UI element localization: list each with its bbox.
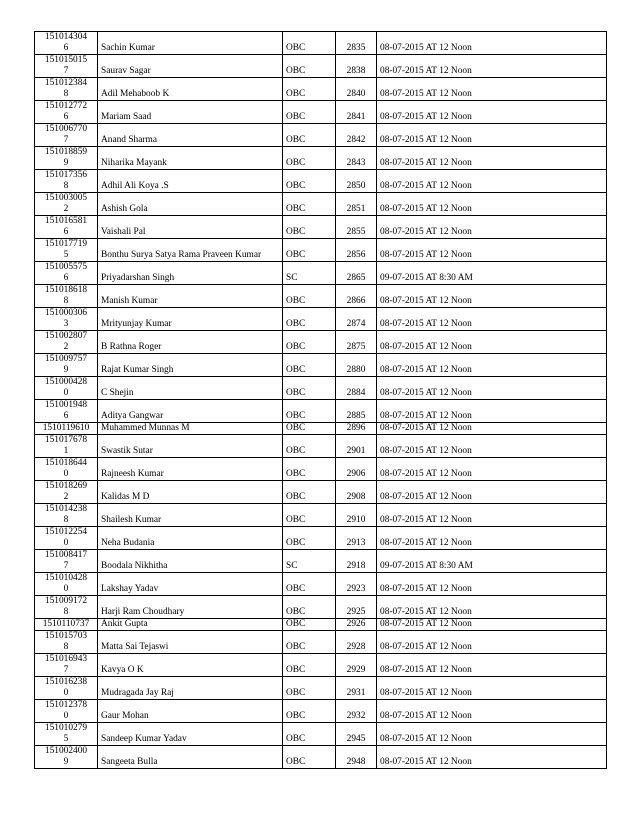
candidate-name-cell: Kavya O K: [98, 654, 283, 677]
roll-number-part: 151003005: [44, 193, 88, 203]
table-row: [35, 262, 607, 285]
roll-number-cell: [35, 423, 98, 435]
roll-number-part: 151014304: [44, 32, 88, 42]
rank-cell: 2884: [336, 377, 377, 400]
reporting-schedule-cell: 08-07-2015 AT 12 Noon: [377, 354, 607, 377]
roll-number-cell: [35, 354, 98, 377]
rank-cell: 2931: [336, 677, 377, 700]
table-row: [35, 654, 607, 677]
roll-number-part: 151017356: [44, 170, 88, 180]
reporting-schedule-cell: 08-07-2015 AT 12 Noon: [377, 55, 607, 78]
reporting-schedule-cell: 09-07-2015 AT 8:30 AM: [377, 262, 607, 285]
reporting-schedule-cell: 08-07-2015 AT 12 Noon: [377, 746, 607, 769]
reporting-schedule-cell: 08-07-2015 AT 12 Noon: [377, 435, 607, 458]
reporting-schedule-cell: 08-07-2015 AT 12 Noon: [377, 101, 607, 124]
category-cell: OBC: [283, 354, 336, 377]
roll-number-part: 7: [63, 135, 69, 145]
table-row: [35, 354, 607, 377]
category-cell: OBC: [283, 423, 336, 435]
table-row: [35, 147, 607, 170]
roll-number-part: 8: [63, 89, 69, 99]
candidate-name-cell: Adil Mehaboob K: [98, 78, 283, 101]
table-row: [35, 677, 607, 700]
roll-number-cell: [35, 481, 98, 504]
reporting-schedule-cell: 08-07-2015 AT 12 Noon: [377, 631, 607, 654]
candidate-name-cell: Priyadarshan Singh: [98, 262, 283, 285]
roll-number-part: 151008417: [44, 550, 88, 560]
roll-number-part: 1510110737: [42, 619, 90, 629]
rank-cell: 2843: [336, 147, 377, 170]
reporting-schedule-cell: 08-07-2015 AT 12 Noon: [377, 400, 607, 423]
candidate-name-cell: Kalidas M D: [98, 481, 283, 504]
rank-cell: 2923: [336, 573, 377, 596]
category-cell: OBC: [283, 746, 336, 769]
roll-number-part: 0: [63, 688, 69, 698]
candidate-name-cell: Matta Sai Tejaswi: [98, 631, 283, 654]
reporting-schedule-cell: 08-07-2015 AT 12 Noon: [377, 700, 607, 723]
category-cell: OBC: [283, 596, 336, 619]
reporting-schedule-cell: 08-07-2015 AT 12 Noon: [377, 331, 607, 354]
roll-number-cell: [35, 124, 98, 147]
roll-number-part: 151012772: [44, 101, 88, 111]
roll-number-cell: [35, 147, 98, 170]
candidate-name-cell: Rajat Kumar Singh: [98, 354, 283, 377]
roll-number-part: 7: [63, 66, 69, 76]
roll-number-part: 151016943: [44, 654, 88, 664]
table-row: [35, 239, 607, 262]
table-row: [35, 170, 607, 193]
table-row: [35, 193, 607, 216]
table-row: [35, 285, 607, 308]
table-row: [35, 101, 607, 124]
roll-number-cell: [35, 32, 98, 55]
category-cell: OBC: [283, 239, 336, 262]
roll-number-cell: [35, 400, 98, 423]
rank-cell: 2840: [336, 78, 377, 101]
roll-number-cell: [35, 55, 98, 78]
rank-cell: 2896: [336, 423, 377, 435]
roll-number-cell: [35, 677, 98, 700]
roll-number-cell: [35, 619, 98, 631]
rank-cell: 2856: [336, 239, 377, 262]
candidate-name-cell: Bonthu Surya Satya Rama Praveen Kumar: [98, 239, 283, 262]
table-row: [35, 723, 607, 746]
rank-cell: 2906: [336, 458, 377, 481]
candidate-name-cell: Ashish Gola: [98, 193, 283, 216]
roll-number-part: 151010428: [44, 573, 88, 583]
category-cell: OBC: [283, 458, 336, 481]
category-cell: OBC: [283, 723, 336, 746]
roll-number-cell: [35, 78, 98, 101]
category-cell: OBC: [283, 619, 336, 631]
rank-cell: 2874: [336, 308, 377, 331]
roll-number-part: 6: [63, 411, 69, 421]
roll-number-cell: [35, 377, 98, 400]
table-row: [35, 435, 607, 458]
reporting-schedule-cell: 08-07-2015 AT 12 Noon: [377, 573, 607, 596]
roll-number-cell: [35, 527, 98, 550]
table-row: [35, 573, 607, 596]
roll-number-cell: [35, 239, 98, 262]
roll-number-cell: [35, 331, 98, 354]
candidate-name-cell: Manish Kumar: [98, 285, 283, 308]
roll-number-cell: [35, 216, 98, 239]
table-row: [35, 308, 607, 331]
category-cell: OBC: [283, 504, 336, 527]
roll-number-part: 151015015: [44, 55, 88, 65]
roll-number-part: 2: [63, 342, 69, 352]
roll-number-part: 151005575: [44, 262, 88, 272]
category-cell: OBC: [283, 631, 336, 654]
roll-number-part: 1510119610: [42, 423, 90, 433]
roll-number-cell: [35, 193, 98, 216]
rank-cell: 2875: [336, 331, 377, 354]
table-row: [35, 619, 607, 631]
category-cell: OBC: [283, 527, 336, 550]
roll-number-part: 151018269: [44, 481, 88, 491]
candidate-name-cell: Gaur Mohan: [98, 700, 283, 723]
candidate-name-cell: Adhil Ali Koya .S: [98, 170, 283, 193]
rank-cell: 2855: [336, 216, 377, 239]
roll-number-part: 8: [63, 296, 69, 306]
candidate-name-cell: B Rathna Roger: [98, 331, 283, 354]
candidate-name-cell: Sandeep Kumar Yadav: [98, 723, 283, 746]
rank-cell: 2928: [336, 631, 377, 654]
rank-cell: 2908: [336, 481, 377, 504]
table-row: [35, 550, 607, 573]
rank-cell: 2932: [336, 700, 377, 723]
category-cell: OBC: [283, 400, 336, 423]
reporting-schedule-cell: 08-07-2015 AT 12 Noon: [377, 239, 607, 262]
roll-number-part: 151000306: [44, 308, 88, 318]
roll-number-part: 151018859: [44, 147, 88, 157]
candidate-name-cell: Muhammed Munnas M: [98, 423, 283, 435]
reporting-schedule-cell: 08-07-2015 AT 12 Noon: [377, 124, 607, 147]
roll-number-part: 7: [63, 561, 69, 571]
category-cell: OBC: [283, 308, 336, 331]
candidate-name-cell: Mudragada Jay Raj: [98, 677, 283, 700]
rank-cell: 2866: [336, 285, 377, 308]
roll-number-part: 151014238: [44, 504, 88, 514]
rank-cell: 2851: [336, 193, 377, 216]
candidate-name-cell: Aditya Gangwar: [98, 400, 283, 423]
roll-number-cell: [35, 746, 98, 769]
table-row: [35, 423, 607, 435]
roll-number-part: 0: [63, 388, 69, 398]
candidate-name-cell: Mariam Saad: [98, 101, 283, 124]
candidate-list-page: [34, 31, 606, 769]
rank-cell: 2880: [336, 354, 377, 377]
category-cell: OBC: [283, 55, 336, 78]
category-cell: SC: [283, 550, 336, 573]
category-cell: OBC: [283, 193, 336, 216]
roll-number-part: 0: [63, 584, 69, 594]
rank-cell: 2865: [336, 262, 377, 285]
roll-number-part: 0: [63, 711, 69, 721]
table-row: [35, 481, 607, 504]
candidate-table: [34, 31, 607, 769]
roll-number-part: 0: [63, 538, 69, 548]
rank-cell: 2838: [336, 55, 377, 78]
category-cell: OBC: [283, 331, 336, 354]
reporting-schedule-cell: 08-07-2015 AT 12 Noon: [377, 527, 607, 550]
roll-number-cell: [35, 631, 98, 654]
roll-number-part: 151016581: [44, 216, 88, 226]
reporting-schedule-cell: 08-07-2015 AT 12 Noon: [377, 308, 607, 331]
category-cell: OBC: [283, 481, 336, 504]
category-cell: SC: [283, 262, 336, 285]
rank-cell: 2918: [336, 550, 377, 573]
roll-number-cell: [35, 101, 98, 124]
category-cell: OBC: [283, 32, 336, 55]
roll-number-cell: [35, 262, 98, 285]
candidate-name-cell: Ankit Gupta: [98, 619, 283, 631]
roll-number-cell: [35, 170, 98, 193]
reporting-schedule-cell: 08-07-2015 AT 12 Noon: [377, 423, 607, 435]
roll-number-part: 151012378: [44, 700, 88, 710]
candidate-name-cell: Sachin Kumar: [98, 32, 283, 55]
reporting-schedule-cell: 08-07-2015 AT 12 Noon: [377, 193, 607, 216]
roll-number-cell: [35, 723, 98, 746]
table-row: [35, 78, 607, 101]
category-cell: OBC: [283, 677, 336, 700]
table-row: [35, 377, 607, 400]
roll-number-part: 9: [63, 158, 69, 168]
candidate-name-cell: C Shejin: [98, 377, 283, 400]
category-cell: OBC: [283, 147, 336, 170]
reporting-schedule-cell: 08-07-2015 AT 12 Noon: [377, 458, 607, 481]
candidate-name-cell: Boodala Nikhitha: [98, 550, 283, 573]
roll-number-cell: [35, 285, 98, 308]
candidate-name-cell: Vaishali Pal: [98, 216, 283, 239]
rank-cell: 2835: [336, 32, 377, 55]
candidate-name-cell: Rajneesh Kumar: [98, 458, 283, 481]
roll-number-part: 151001948: [44, 400, 88, 410]
roll-number-part: 6: [63, 112, 69, 122]
roll-number-part: 151017678: [44, 435, 88, 445]
table-row: [35, 458, 607, 481]
candidate-name-cell: Saurav Sagar: [98, 55, 283, 78]
rank-cell: 2850: [336, 170, 377, 193]
reporting-schedule-cell: 08-07-2015 AT 12 Noon: [377, 481, 607, 504]
rank-cell: 2925: [336, 596, 377, 619]
candidate-table-body: [35, 32, 607, 769]
category-cell: OBC: [283, 435, 336, 458]
category-cell: OBC: [283, 78, 336, 101]
roll-number-part: 8: [63, 607, 69, 617]
table-row: [35, 700, 607, 723]
rank-cell: 2901: [336, 435, 377, 458]
roll-number-part: 6: [63, 227, 69, 237]
roll-number-part: 151018618: [44, 285, 88, 295]
roll-number-part: 151009757: [44, 354, 88, 364]
roll-number-part: 151015703: [44, 631, 88, 641]
roll-number-cell: [35, 700, 98, 723]
table-row: [35, 504, 607, 527]
candidate-name-cell: Shailesh Kumar: [98, 504, 283, 527]
table-row: [35, 32, 607, 55]
candidate-name-cell: Niharika Mayank: [98, 147, 283, 170]
roll-number-part: 3: [63, 319, 69, 329]
reporting-schedule-cell: 08-07-2015 AT 12 Noon: [377, 504, 607, 527]
roll-number-part: 2: [63, 492, 69, 502]
roll-number-part: 151009172: [44, 596, 88, 606]
roll-number-part: 151000428: [44, 377, 88, 387]
roll-number-part: 151002400: [44, 746, 88, 756]
reporting-schedule-cell: 08-07-2015 AT 12 Noon: [377, 78, 607, 101]
category-cell: OBC: [283, 170, 336, 193]
candidate-name-cell: Neha Budania: [98, 527, 283, 550]
rank-cell: 2945: [336, 723, 377, 746]
table-row: [35, 527, 607, 550]
roll-number-part: 8: [63, 181, 69, 191]
rank-cell: 2926: [336, 619, 377, 631]
category-cell: OBC: [283, 216, 336, 239]
candidate-name-cell: Swastik Sutar: [98, 435, 283, 458]
candidate-name-cell: Lakshay Yadav: [98, 573, 283, 596]
category-cell: OBC: [283, 654, 336, 677]
roll-number-part: 151006770: [44, 124, 88, 134]
roll-number-part: 6: [63, 43, 69, 53]
roll-number-cell: [35, 308, 98, 331]
table-row: [35, 596, 607, 619]
table-row: [35, 124, 607, 147]
category-cell: OBC: [283, 377, 336, 400]
table-row: [35, 400, 607, 423]
candidate-name-cell: Mrityunjay Kumar: [98, 308, 283, 331]
table-row: [35, 331, 607, 354]
roll-number-part: 151010279: [44, 723, 88, 733]
roll-number-part: 8: [63, 642, 69, 652]
reporting-schedule-cell: 09-07-2015 AT 8:30 AM: [377, 550, 607, 573]
reporting-schedule-cell: 08-07-2015 AT 12 Noon: [377, 285, 607, 308]
category-cell: OBC: [283, 124, 336, 147]
rank-cell: 2929: [336, 654, 377, 677]
roll-number-part: 8: [63, 515, 69, 525]
roll-number-cell: [35, 435, 98, 458]
roll-number-part: 6: [63, 273, 69, 283]
rank-cell: 2841: [336, 101, 377, 124]
category-cell: OBC: [283, 573, 336, 596]
reporting-schedule-cell: 08-07-2015 AT 12 Noon: [377, 723, 607, 746]
category-cell: OBC: [283, 101, 336, 124]
reporting-schedule-cell: 08-07-2015 AT 12 Noon: [377, 147, 607, 170]
rank-cell: 2913: [336, 527, 377, 550]
roll-number-cell: [35, 504, 98, 527]
roll-number-part: 7: [63, 665, 69, 675]
roll-number-part: 151002807: [44, 331, 88, 341]
roll-number-part: 5: [63, 250, 69, 260]
reporting-schedule-cell: 08-07-2015 AT 12 Noon: [377, 619, 607, 631]
roll-number-part: 1: [63, 446, 69, 456]
roll-number-cell: [35, 573, 98, 596]
roll-number-part: 151012254: [44, 527, 88, 537]
rank-cell: 2842: [336, 124, 377, 147]
rank-cell: 2948: [336, 746, 377, 769]
roll-number-part: 151017719: [44, 239, 88, 249]
roll-number-cell: [35, 550, 98, 573]
roll-number-part: 9: [63, 365, 69, 375]
candidate-name-cell: Anand Sharma: [98, 124, 283, 147]
reporting-schedule-cell: 08-07-2015 AT 12 Noon: [377, 170, 607, 193]
candidate-name-cell: Sangeeta Bulla: [98, 746, 283, 769]
reporting-schedule-cell: 08-07-2015 AT 12 Noon: [377, 377, 607, 400]
roll-number-part: 151012384: [44, 78, 88, 88]
roll-number-cell: [35, 654, 98, 677]
rank-cell: 2910: [336, 504, 377, 527]
reporting-schedule-cell: 08-07-2015 AT 12 Noon: [377, 596, 607, 619]
roll-number-part: 5: [63, 734, 69, 744]
table-row: [35, 746, 607, 769]
rank-cell: 2885: [336, 400, 377, 423]
category-cell: OBC: [283, 285, 336, 308]
roll-number-cell: [35, 596, 98, 619]
roll-number-part: 151018644: [44, 458, 88, 468]
table-row: [35, 55, 607, 78]
table-row: [35, 631, 607, 654]
roll-number-part: 0: [63, 469, 69, 479]
table-row: [35, 216, 607, 239]
reporting-schedule-cell: 08-07-2015 AT 12 Noon: [377, 654, 607, 677]
roll-number-part: 9: [63, 757, 69, 767]
roll-number-cell: [35, 458, 98, 481]
reporting-schedule-cell: 08-07-2015 AT 12 Noon: [377, 677, 607, 700]
roll-number-part: 151016238: [44, 677, 88, 687]
category-cell: OBC: [283, 700, 336, 723]
roll-number-part: 2: [63, 204, 69, 214]
candidate-name-cell: Harji Ram Choudhary: [98, 596, 283, 619]
reporting-schedule-cell: 08-07-2015 AT 12 Noon: [377, 32, 607, 55]
reporting-schedule-cell: 08-07-2015 AT 12 Noon: [377, 216, 607, 239]
